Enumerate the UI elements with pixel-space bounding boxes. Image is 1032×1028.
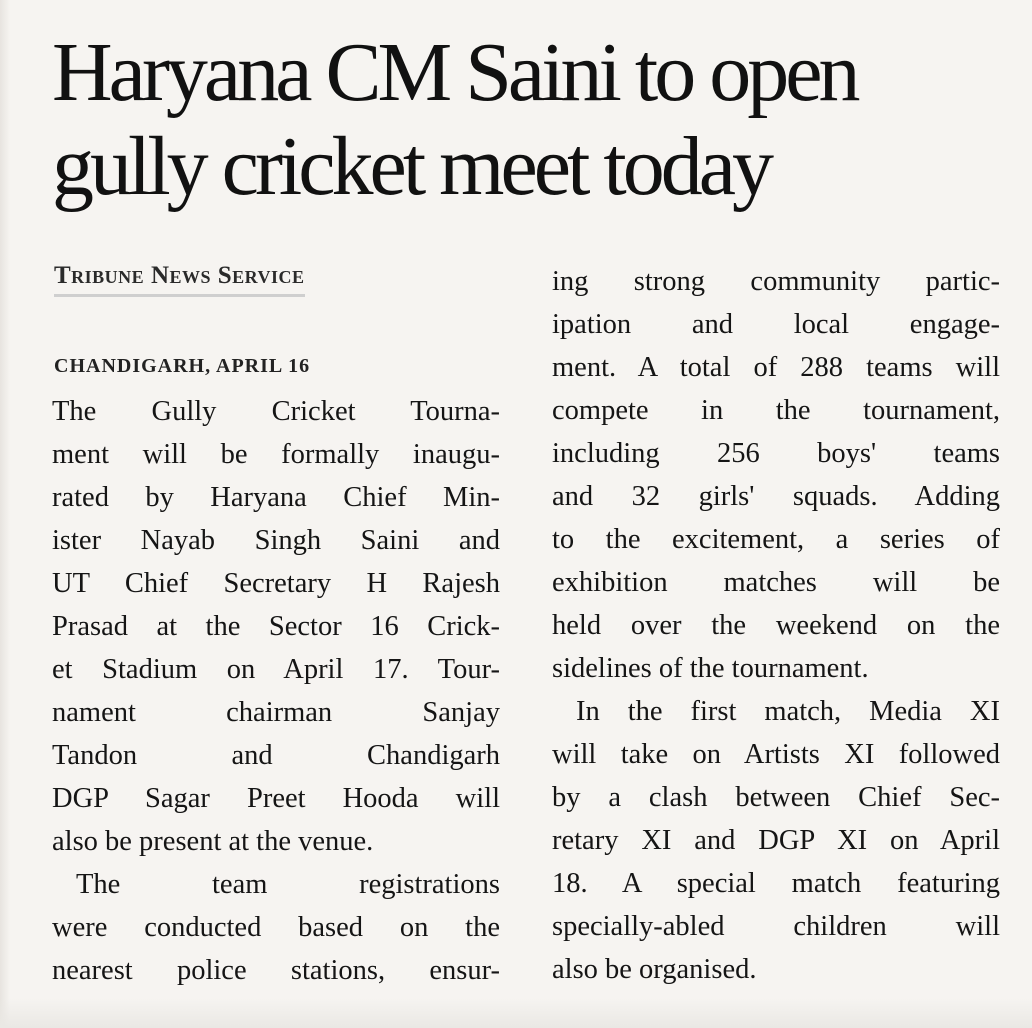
text-line: by a clash between Chief Sec- [552, 782, 1000, 813]
text-line: 18. A special match featuring [552, 868, 1000, 899]
text-line: et Stadium on April 17. Tour- [52, 654, 500, 685]
text-line: rated by Haryana Chief Min- [52, 482, 500, 513]
text-line: The Gully Cricket Tourna- [52, 396, 500, 427]
headline [52, 26, 1012, 214]
text-line: held over the weekend on the [552, 610, 1000, 641]
text-line: compete in the tournament, [552, 395, 1000, 426]
page-edge-shadow [0, 0, 10, 1028]
text-line: including 256 boys' teams [552, 438, 1000, 469]
page-bottom-shadow [0, 998, 1032, 1028]
text-line: In the first match, Media XI [576, 696, 1000, 727]
text-line: ment will be formally inaugu- [52, 439, 500, 470]
text-line: ment. A total of 288 teams will [552, 352, 1000, 383]
text-line: Prasad at the Sector 16 Crick- [52, 611, 500, 642]
text-line: ister Nayab Singh Saini and [52, 525, 500, 556]
text-line: specially-abled children will [552, 911, 1000, 942]
text-line: ing strong community partic- [552, 266, 1000, 297]
text-line: Tandon and Chandigarh [52, 740, 500, 771]
article-column-left [52, 390, 500, 992]
headline-line-1: Haryana CM Saini to open [52, 26, 857, 119]
text-line: nament chairman Sanjay [52, 697, 500, 728]
text-line: exhibition matches will be [552, 567, 1000, 598]
dateline: CHANDIGARH, APRIL 16 [54, 355, 311, 377]
text-line: nearest police stations, ensur- [52, 955, 500, 986]
text-line: UT Chief Secretary H Rajesh [52, 568, 500, 599]
text-line: also be present at the venue. [52, 826, 374, 857]
text-line: retary XI and DGP XI on April [552, 825, 1000, 856]
article-column-right [552, 260, 1000, 991]
headline-line-2: gully cricket meet today [52, 120, 771, 213]
text-line: also be organised. [552, 954, 757, 985]
text-line: ipation and local engage- [552, 309, 1000, 340]
text-line: and 32 girls' squads. Adding [552, 481, 1000, 512]
text-line: sidelines of the tournament. [552, 653, 869, 684]
text-line: DGP Sagar Preet Hooda will [52, 783, 500, 814]
byline: Tribune News Service [54, 262, 305, 297]
text-line: were conducted based on the [52, 912, 500, 943]
text-line: to the excitement, a series of [552, 524, 1000, 555]
text-line: The team registrations [76, 869, 500, 900]
text-line: will take on Artists XI followed [552, 739, 1000, 770]
